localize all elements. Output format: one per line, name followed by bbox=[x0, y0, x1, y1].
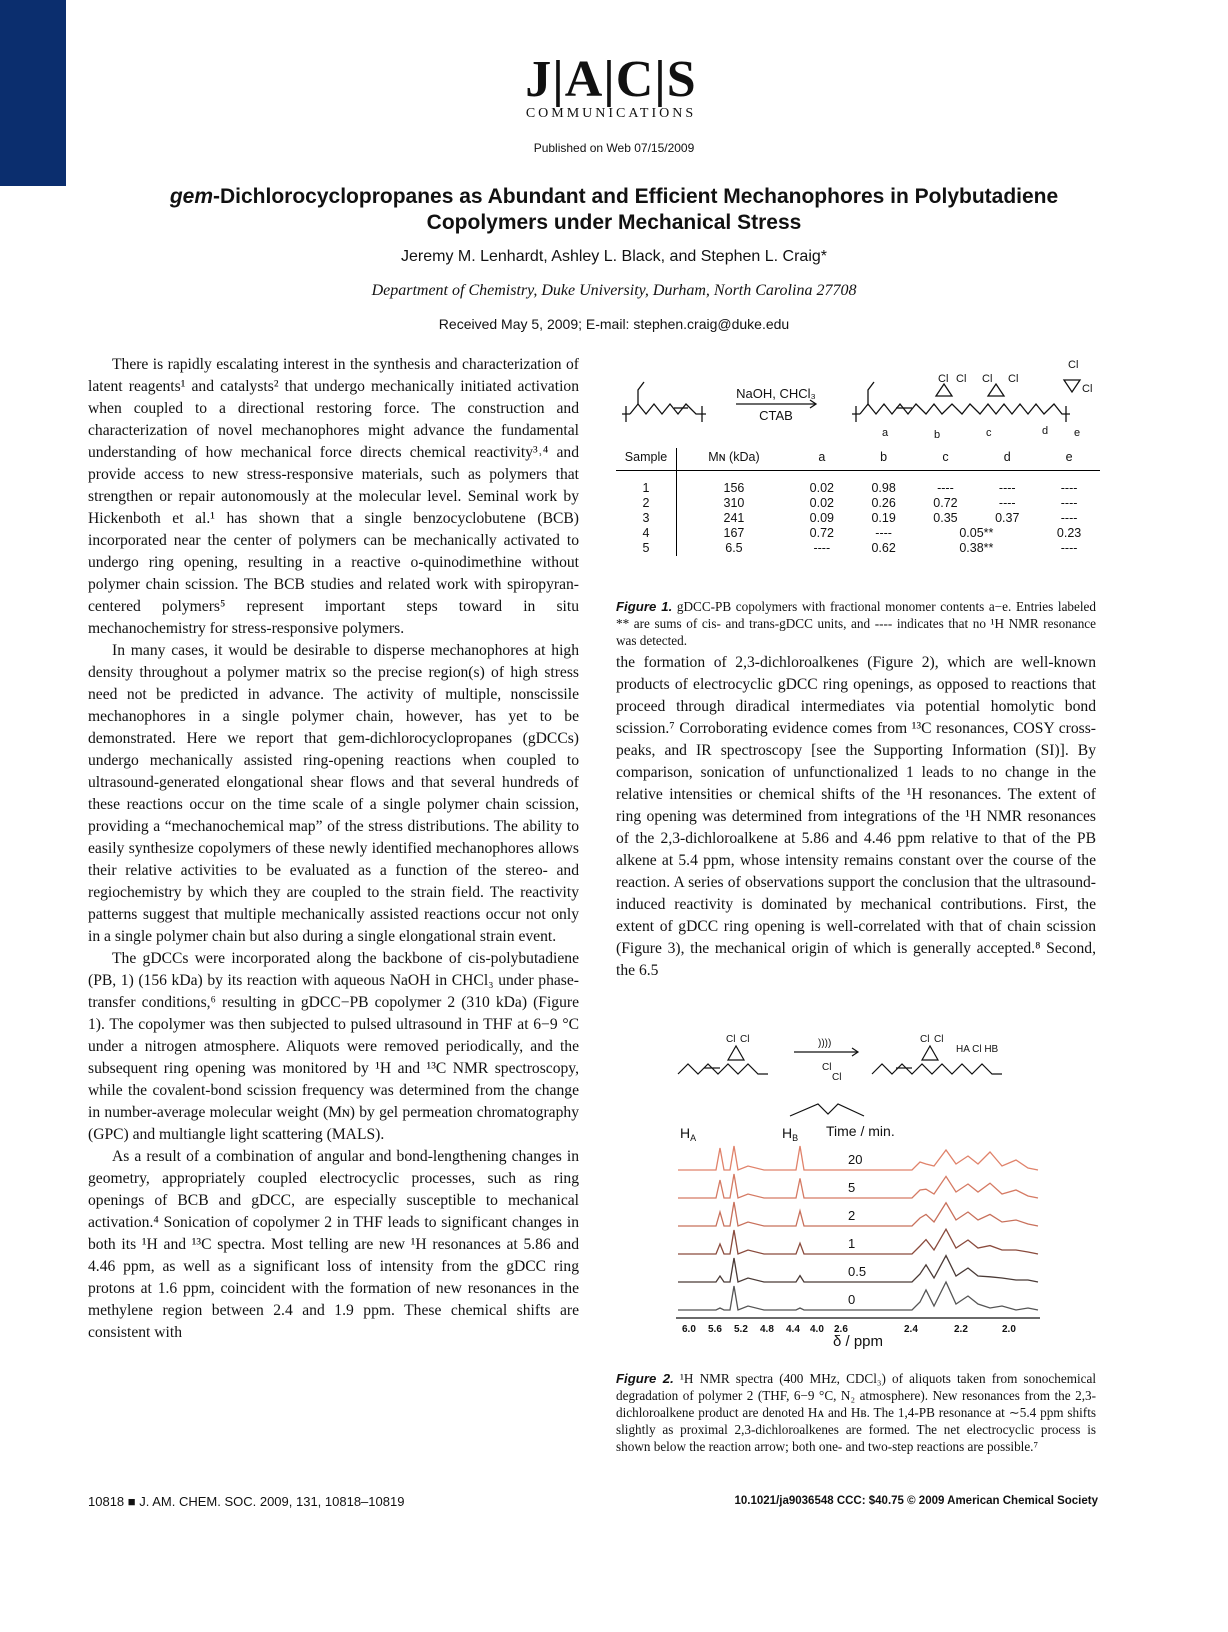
figure1-caption-label: Figure 1. bbox=[616, 599, 673, 614]
fig2-time-header: Time / min. bbox=[826, 1123, 895, 1139]
header-a: a bbox=[791, 448, 853, 471]
table-cell: 0.72 bbox=[809, 526, 834, 540]
fig1-cl: Cl bbox=[1082, 383, 1093, 395]
time-label: 1 bbox=[848, 1236, 856, 1251]
table-cell: 0.98 bbox=[871, 481, 896, 495]
time-label: 2 bbox=[848, 1208, 856, 1223]
table-cell: 241 bbox=[723, 511, 745, 525]
publication-date: Published on Web 07/15/2009 bbox=[533, 141, 695, 155]
paragraph-5: the formation of 2,3-dichloroalkenes (Figure 2), which are well-known products of electrocyclic gDCC ring openings, as opposed to reactions that proceed through diradical intermediates via potential homolytic bond scission.⁷ Corroborating evidence comes from ¹³C resonances, COSY cross-peaks, and IR spectroscopy [see the Supporting Information (SI)]. By comparison, sonication of unfunctionalized 1 leads to no change in the relative intensities or chemical shifts of the ¹H resonances. The extent of ring opening was determined from integrations of the ¹H NMR resonances of the 2,3-dichloroalkene at 5.86 and 4.46 ppm relative to that of the PB alkene at 5.4 ppm, whose intensity remains constant over the course of the reaction. A series of observations support the conclusion that the ultrasound-induced reactivity is dominated by mechanical contributions. First, the extent of gDCC ring opening is well-correlated with that of chain scission (Figure 3), the mechanical origin of which is generally accepted.⁸ Second, the 6.5 bbox=[616, 654, 1096, 979]
x-tick-label: 2.6 bbox=[834, 1324, 848, 1335]
x-tick-label: 4.8 bbox=[760, 1324, 774, 1335]
table-cell: 0.62 bbox=[871, 541, 896, 555]
table-cell: 1 bbox=[616, 471, 677, 497]
time-label: 5 bbox=[848, 1180, 856, 1195]
header-b: b bbox=[853, 448, 915, 471]
table-row bbox=[616, 471, 1100, 497]
fig1-cl: Cl bbox=[1068, 359, 1079, 371]
paragraph-4: As a result of a combination of angular and bond-lengthening changes in geometry, appropriately coupled electrocyclic processes, such as ring openings of BCB and gDCC, are especially susceptible to mechanical activation.⁴ Sonication of copolymer 2 in THF leads to significant changes in both its ¹H and ¹³C spectra. Most telling are new ¹H resonances at 5.86 and 4.46 ppm, as well as a significant loss of intensity from the gDCC ring protons at 1.6 ppm, coincident with the formation of new resonances in the methylene region between 2.4 and 1.9 ppm. These chemical shifts are consistent with bbox=[88, 1148, 579, 1341]
table-cell: ---- bbox=[998, 481, 1016, 495]
table-cell: 0.02 bbox=[809, 481, 834, 495]
authors: Jeremy M. Lenhardt, Ashley L. Black, and Stephen L. Craig* bbox=[400, 248, 827, 265]
title-italic: gem bbox=[169, 185, 213, 208]
header-mn: Mɴ (kDa) bbox=[677, 448, 791, 471]
time-labels bbox=[848, 1152, 866, 1307]
fig1-unit-c: c bbox=[986, 427, 992, 439]
table-cell: ---- bbox=[1060, 541, 1078, 555]
figure1-scheme bbox=[616, 356, 1100, 446]
fig1-unit-d: d bbox=[1042, 425, 1049, 437]
fig1-unit-a: a bbox=[882, 427, 889, 439]
fig1-cl: Cl bbox=[938, 373, 949, 385]
table-cell: ---- bbox=[1060, 496, 1078, 510]
table-cell: ---- bbox=[875, 526, 892, 540]
table-header-row bbox=[616, 448, 1100, 471]
table-cell: 0.72 bbox=[933, 496, 958, 510]
time-label: 20 bbox=[848, 1152, 863, 1167]
table-cell: 0.09 bbox=[809, 511, 834, 525]
table-cell: 0.05** bbox=[959, 526, 994, 540]
table-cell: 2 bbox=[616, 496, 677, 511]
x-tick-label: 2.0 bbox=[1002, 1324, 1016, 1335]
fig1-cl: Cl bbox=[982, 373, 993, 385]
jacs-logo bbox=[496, 51, 726, 122]
svg-text:HB bbox=[782, 1125, 798, 1143]
table-cell: ---- bbox=[998, 496, 1016, 510]
figure2-nmr bbox=[668, 1024, 1048, 1354]
right-column bbox=[616, 652, 1096, 982]
table-cell: 156 bbox=[723, 481, 745, 495]
fig1-reagent-top: NaOH, CHCl₃ bbox=[736, 386, 816, 401]
table-cell: 167 bbox=[723, 526, 745, 540]
fig2-cl: Cl bbox=[740, 1034, 750, 1045]
title-rest: -Dichlorocyclopropanes as Abundant and Efficient Mechanophores in Polybutadiene Copolymers under Mechanical Stress bbox=[213, 185, 1059, 234]
x-tick-label: 4.0 bbox=[810, 1324, 824, 1335]
table-cell: 4 bbox=[616, 526, 677, 541]
table-cell: ---- bbox=[1060, 481, 1078, 495]
received-line: Received May 5, 2009; E-mail: stephen.craig@duke.edu bbox=[438, 316, 790, 332]
table-cell: 0.38** bbox=[959, 541, 994, 555]
fig2-cl: Cl bbox=[934, 1034, 944, 1045]
left-column bbox=[88, 354, 579, 1344]
table-cell: 0.23 bbox=[1056, 526, 1082, 540]
affiliation: Department of Chemistry, Duke University, Durham, North Carolina 27708 bbox=[371, 282, 857, 299]
spectrum-trace bbox=[678, 1229, 1038, 1254]
fig2-cl: Cl bbox=[832, 1072, 842, 1083]
x-tick-label: 5.6 bbox=[708, 1324, 722, 1335]
table-row bbox=[616, 511, 1100, 526]
header-sample: Sample bbox=[616, 448, 677, 471]
fig1-cl: Cl bbox=[956, 373, 967, 385]
table-row bbox=[616, 526, 1100, 541]
figure2-caption bbox=[616, 1370, 1096, 1455]
time-label: 0.5 bbox=[848, 1264, 867, 1279]
fig2-product-label: HA Cl HB bbox=[956, 1044, 999, 1055]
table-cell: 0.26 bbox=[871, 496, 896, 510]
table-cell: ---- bbox=[1060, 511, 1078, 525]
figure2-caption-text: ¹H NMR spectra (400 MHz, CDCl₃) of aliquots taken from sonochemical degradation of polymer 2 (THF, 6−9 °C, N₂ atmosphere). New resonances from the 2,3-dichloroalkene product are denoted Hᴀ and Hʙ. The 1,4-PB resonance at ∼5.4 ppm shifts slightly as proximal 2,3-dichloroalkenes are formed. The net electrocyclic process is shown below the reaction arrow; both one- and two-step reactions are possible.⁷ bbox=[616, 1371, 1096, 1454]
table-cell: 0.02 bbox=[809, 496, 834, 510]
figure1-table bbox=[616, 448, 1100, 556]
header-c: c bbox=[915, 448, 977, 471]
logo-main: J|A|C|S bbox=[525, 51, 697, 108]
fig2-cl: Cl bbox=[726, 1034, 736, 1045]
table-row bbox=[616, 541, 1100, 556]
table-cell: 0.19 bbox=[871, 511, 896, 525]
footer-doi: 10.1021/ja9036548 CCC: $40.75 © 2009 American Chemical Society bbox=[734, 1495, 1098, 1507]
table-cell: 310 bbox=[723, 496, 745, 510]
fig2-ha-label: H bbox=[680, 1125, 691, 1141]
x-tick-label: 4.4 bbox=[786, 1324, 800, 1335]
journal-color-bar bbox=[0, 0, 66, 186]
x-tick-label: 2.4 bbox=[904, 1324, 918, 1335]
spectrum-trace bbox=[678, 1282, 1038, 1310]
header-d: d bbox=[976, 448, 1038, 471]
fig2-hb-label: H bbox=[782, 1125, 793, 1141]
paragraph-3: The gDCCs were incorporated along the backbone of cis-polybutadiene (PB, 1) (156 kDa) by its reaction with aqueous NaOH in CHCl₃ under phase-transfer conditions,⁶ resulting in gDCC−PB copolymer 2 (310 kDa) (Figure 1). The copolymer was then subjected to pulsed ultrasound in THF at 6−9 °C under a nitrogen atmosphere. Aliquots were removed periodically, and the subsequent ring opening was monitored by ¹H and ¹³C NMR spectroscopy, while the covalent-bond scission frequency was determined from the change in number-average molecular weight (Mɴ) by gel permeation chromatography (GPC) and multiangle light scattering (MALS). bbox=[88, 950, 579, 1143]
logo-sub: COMMUNICATIONS bbox=[525, 106, 697, 121]
fig1-unit-e: e bbox=[1074, 427, 1081, 439]
fig2-hb-sub: B bbox=[792, 1133, 799, 1143]
table-cell: ---- bbox=[937, 481, 954, 495]
fig1-reagent-bottom: CTAB bbox=[759, 408, 793, 423]
figure1-caption bbox=[616, 598, 1096, 649]
table-cell: 0.35 bbox=[933, 511, 958, 525]
x-tick-label: 5.2 bbox=[734, 1324, 748, 1335]
spectra-group bbox=[678, 1146, 1038, 1310]
fig2-cl: Cl bbox=[920, 1034, 930, 1045]
fig2-ha-sub: A bbox=[690, 1133, 697, 1143]
x-tick-label: 2.2 bbox=[954, 1324, 968, 1335]
svg-text:HA bbox=[680, 1125, 696, 1143]
fig2-cl: Cl bbox=[822, 1062, 832, 1073]
header-e: e bbox=[1038, 448, 1100, 471]
footer-citation: 10818 ■ J. AM. CHEM. SOC. 2009, 131, 10818–10819 bbox=[88, 1494, 405, 1509]
fig2-arrow-label: )))) bbox=[818, 1038, 832, 1049]
fig1-cl: Cl bbox=[1008, 373, 1019, 385]
figure2-caption-label: Figure 2. bbox=[616, 1371, 674, 1386]
table-row bbox=[616, 496, 1100, 511]
paragraph-2: In many cases, it would be desirable to disperse mechanophores at high density throughout a polymer matrix so the precise region(s) of high stress need not be predicted in advance. The activity of multiple, nonscissile mechanophores in a single polymer chain, however, has yet to be demonstrated. Here we report that gem-dichlorocyclopropanes (gDCCs) undergo mechanically assisted ring-opening reactions when coupled to ultrasound-generated elongational shear flows and that several hundreds of these reactions occur on the time scale of a single polymer chain scission, providing a “mechanochemical map” of the stress distributions. The ability to easily synthesize copolymers of these newly identified mechanophores allows their relative activities to be evaluated as a function of the stereo- and regiochemistry by which they are coupled to the strain field. The reactivity patterns suggest that multiple mechanically assisted reactions occur not only in a single polymer chain but also during a single elongational strain event. bbox=[88, 642, 579, 945]
table-cell: 5 bbox=[616, 541, 677, 556]
x-tick-label: 6.0 bbox=[682, 1324, 696, 1335]
article-title bbox=[110, 184, 1118, 236]
table-cell: 0.37 bbox=[995, 511, 1020, 525]
fig1-unit-b: b bbox=[934, 429, 941, 441]
table-cell: 3 bbox=[616, 511, 677, 526]
spectrum-trace bbox=[678, 1174, 1038, 1198]
x-axis-label: δ / ppm bbox=[832, 1333, 884, 1350]
table-cell: 6.5 bbox=[725, 541, 743, 555]
paragraph-1: There is rapidly escalating interest in the synthesis and characterization of latent reagents¹ and catalysts² that undergo mechanically initiated activation when coupled to a directional restoring force. The construction and characterization of novel mechanophores might advance the fundamental understanding of how mechanical force directs chemical reactivity³˒⁴ and provide access to new stress-responsive materials, such as polymers that strengthen or repair autonomously at the molecular level. Seminal work by Hickenboth et al.¹ has shown that a single benzocyclobutene (BCB) incorporated near the center of polymers can be mechanically activated to undergo ring opening, resulting in a reactive o-quinodimethine without polymer chain scission. The BCB studies and related work with spiropyran-centered polymers⁵ represent important steps toward in situ mechanochemistry for stress-responsive polymers. bbox=[88, 356, 579, 637]
spectrum-trace bbox=[678, 1202, 1038, 1226]
figure1-caption-text: gDCC-PB copolymers with fractional monomer contents a−e. Entries labeled ** are sums of cis- and trans-gDCC units, and ---- indicates that no ¹H NMR resonance was detected. bbox=[616, 599, 1096, 648]
time-label: 0 bbox=[848, 1292, 856, 1307]
table-cell: ---- bbox=[813, 541, 831, 555]
